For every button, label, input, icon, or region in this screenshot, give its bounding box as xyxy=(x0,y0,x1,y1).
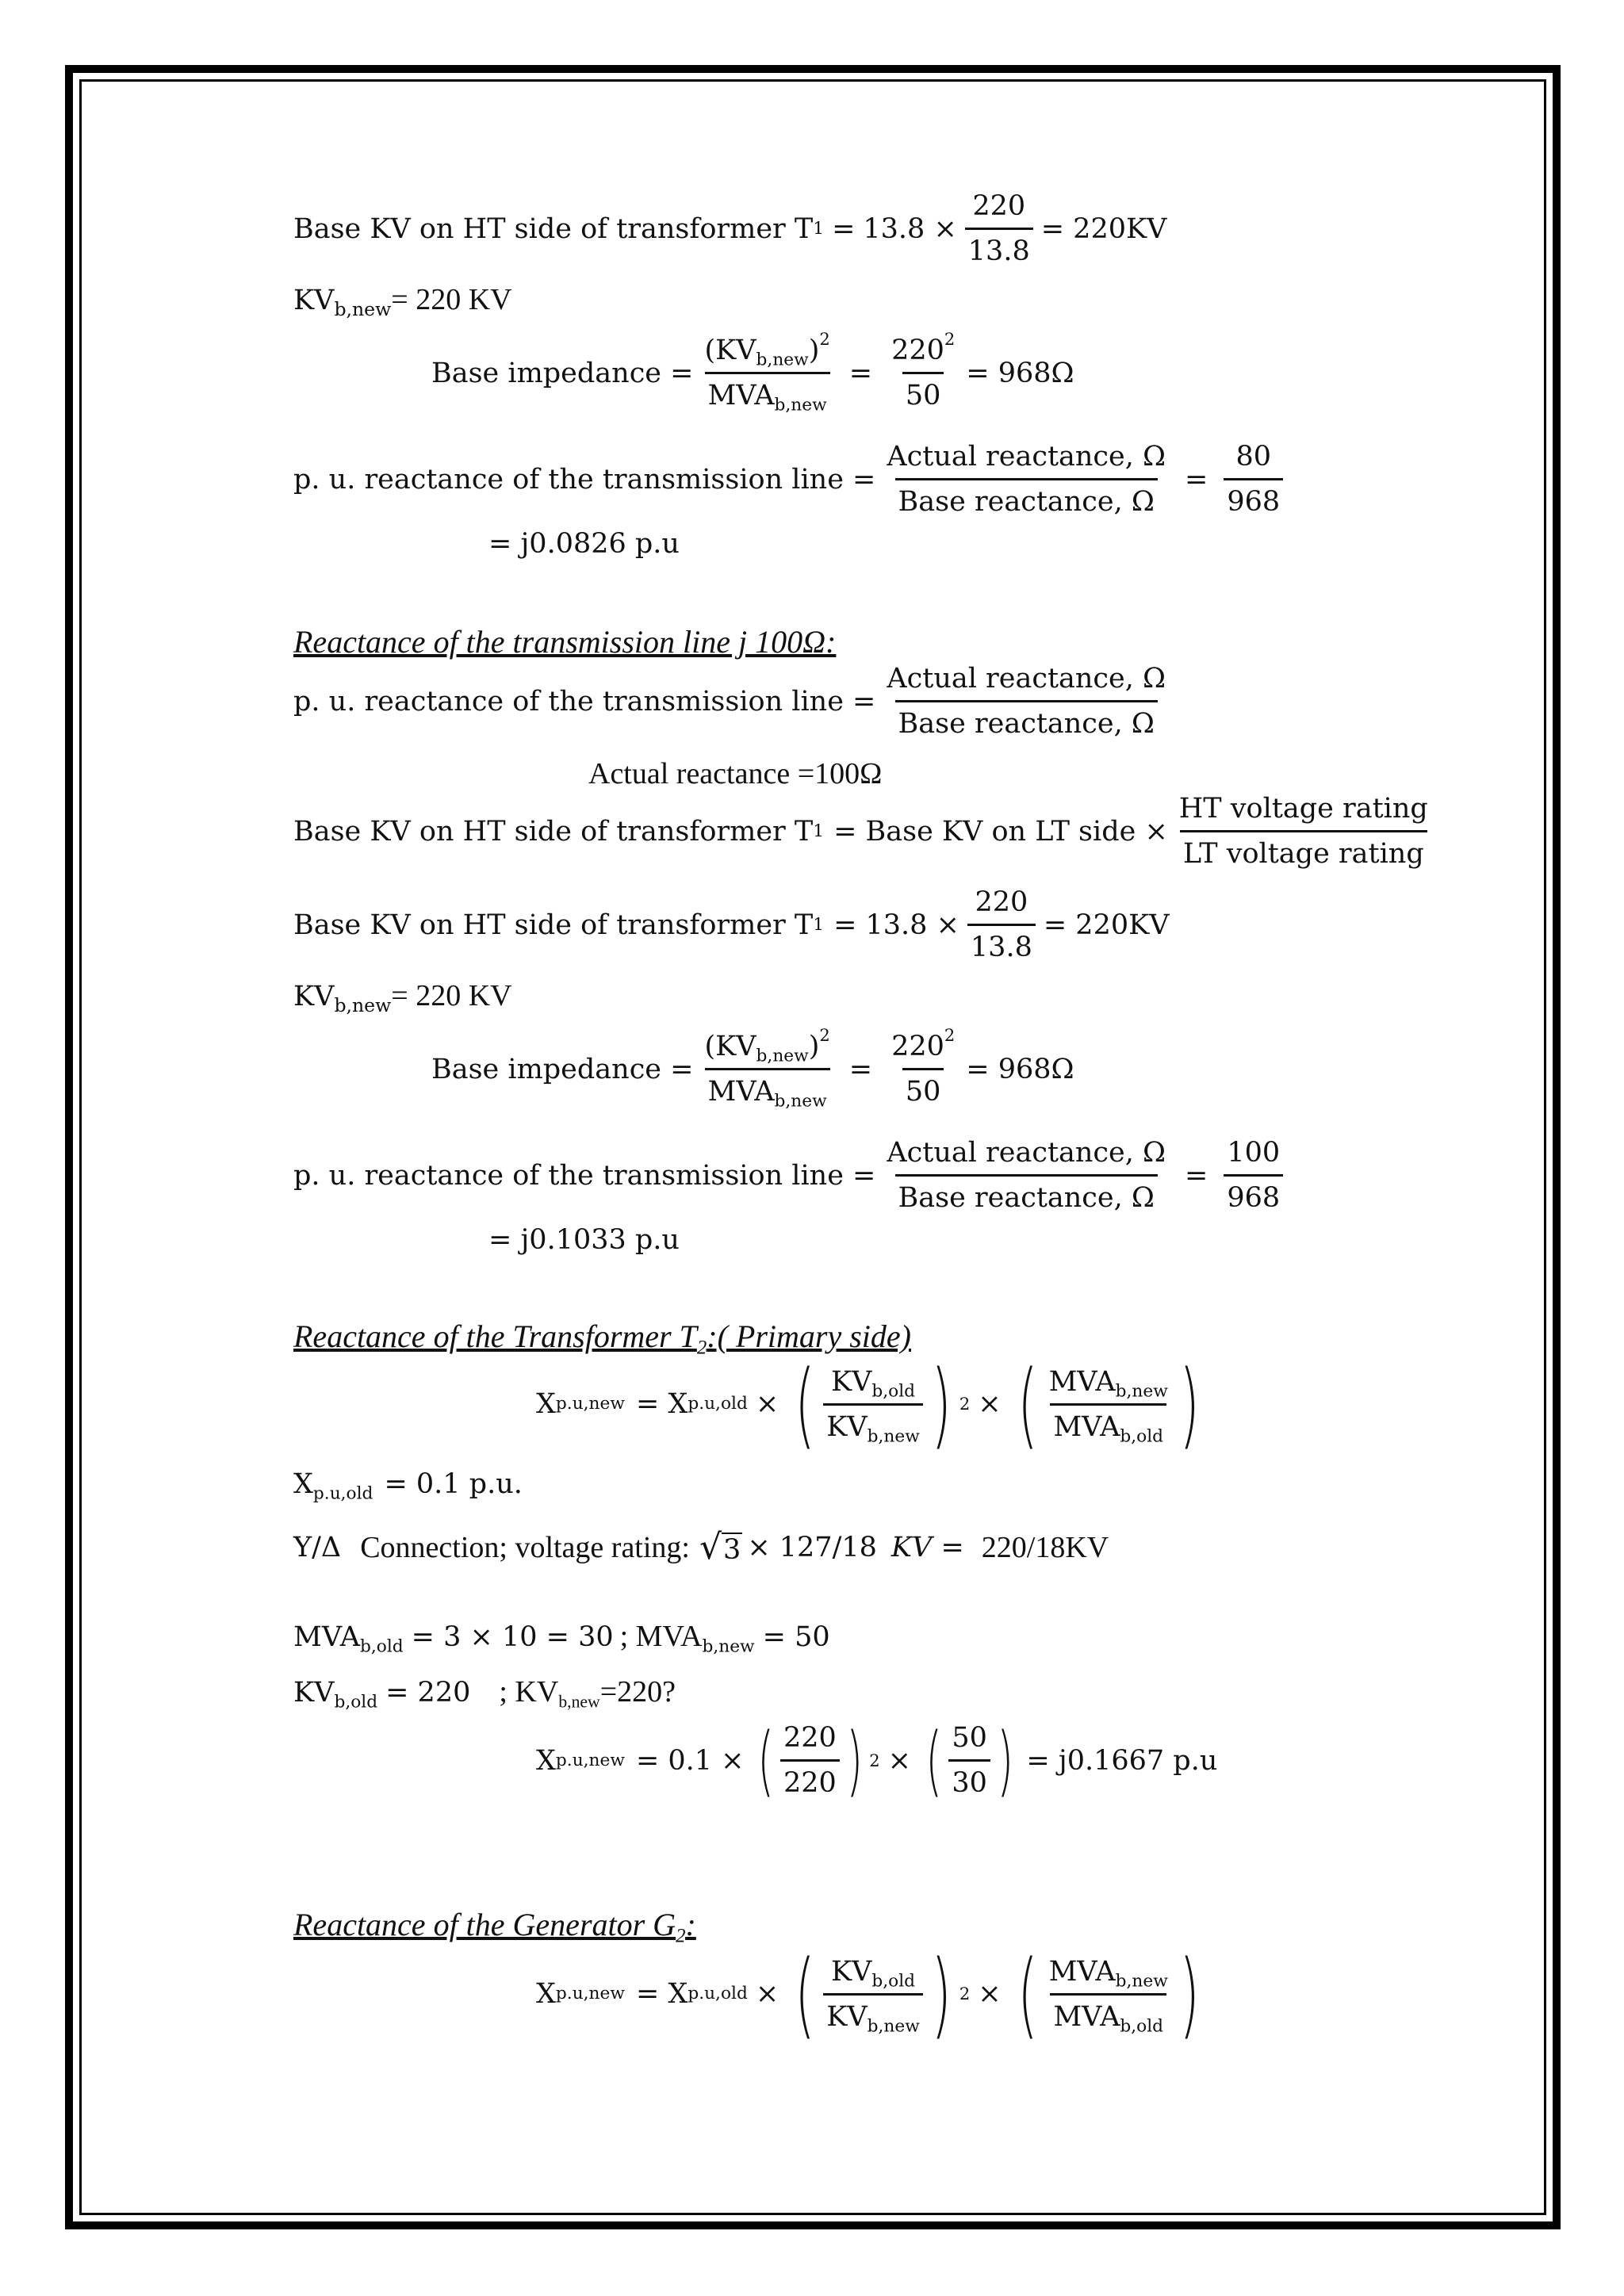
kv-base-line xyxy=(293,1674,676,1712)
kv-symbol: KV xyxy=(830,1955,872,1988)
subscript: b,new xyxy=(334,994,392,1017)
kv-value: = 220 KV xyxy=(391,283,512,316)
fraction xyxy=(883,1137,1169,1214)
subscript: b,old xyxy=(1120,2016,1164,2037)
numerator xyxy=(828,1366,918,1403)
denominator: 50 xyxy=(902,372,944,411)
xpu-formula-g2: X p.u,new = X p.u,old × ( $\frac{KV_{b,old}}{KV_{b,new}}$ ) 2 × ( $\frac{MVA_{b,new}}{MVA_{b,old}}$ ) xyxy=(536,1947,1208,2041)
left-paren: ( xyxy=(1017,1349,1038,1459)
subscript: b,old xyxy=(1120,1426,1164,1447)
fraction xyxy=(888,1026,958,1108)
left-paren: ( xyxy=(756,1716,774,1805)
kv-symbol: (KV xyxy=(704,1031,756,1062)
mva-base-line xyxy=(293,1619,830,1657)
kv-symbol: KV xyxy=(293,285,335,316)
numerator xyxy=(701,1026,833,1068)
right-paren: ) xyxy=(997,1716,1013,1805)
denominator: 220 xyxy=(780,1759,840,1799)
fraction xyxy=(1176,793,1431,870)
subscript: b,old xyxy=(334,1692,378,1712)
subscript: b,new xyxy=(774,395,827,415)
heading-transformer-t2 xyxy=(293,1318,911,1359)
heading-generator-g2 xyxy=(293,1906,696,1947)
denominator: 30 xyxy=(948,1759,990,1799)
subscript: b,new xyxy=(1115,1381,1168,1402)
result: = 968Ω xyxy=(966,1053,1074,1085)
value: = 220 xyxy=(385,1677,471,1709)
fraction xyxy=(780,1722,840,1799)
kv-equals: KV = xyxy=(891,1531,964,1563)
pu-reactance-equation-2 xyxy=(293,663,1177,740)
x-pu-old-line xyxy=(293,1468,523,1504)
value: =220? xyxy=(599,1675,676,1709)
pu-reactance-result-2: = j0.1033 p.u xyxy=(488,1224,680,1256)
connection-text: Connection; voltage rating: xyxy=(360,1530,690,1564)
numerator: Actual reactance, Ω xyxy=(887,441,1166,473)
left-paren: ( xyxy=(1017,1939,1038,2049)
denominator: 13.8 xyxy=(965,228,1033,267)
subscript: 2 xyxy=(696,1337,707,1359)
subscript: b,old xyxy=(871,1971,916,1992)
sqrt-sign: √ xyxy=(699,1527,722,1567)
kv-symbol: KV xyxy=(826,2000,868,2033)
right-paren: ) xyxy=(846,1716,863,1805)
fraction xyxy=(967,886,1036,963)
xpu-formula-t2: X p.u,new = X p.u,old × ( $\frac{KV_{b,old}}{KV_{b,new}}$ ) 2 × ( $\frac{MVA_{b,new}}{MVA_{b,old}}$ ) xyxy=(536,1357,1208,1451)
fraction xyxy=(1224,1137,1283,1214)
left-paren: ( xyxy=(925,1716,942,1805)
left-paren: ( xyxy=(795,1939,815,2049)
numerator: 220 xyxy=(975,886,1028,918)
mva-symbol: MVA xyxy=(707,380,775,411)
separator: ; MVA xyxy=(619,1620,703,1653)
denominator: Base reactance, Ω xyxy=(895,700,1158,740)
denominator: LT voltage rating xyxy=(1180,830,1427,870)
subscript: p.u,old xyxy=(312,1483,373,1504)
subscript: b,old xyxy=(871,1381,916,1402)
subscript: b,new xyxy=(334,298,392,321)
voltage-rating: 220/18KV xyxy=(981,1530,1109,1564)
value: = 3 × 10 = 30 xyxy=(411,1621,614,1653)
mva-ratio-group xyxy=(919,1716,1020,1805)
heading-transmission-line-100: Reactance of the transmission line j 100Ω: xyxy=(293,624,837,660)
equals: = xyxy=(848,1053,873,1085)
subscript: b,new xyxy=(702,1636,755,1657)
mva-symbol: MVA xyxy=(1053,2000,1120,2033)
denominator xyxy=(705,1068,830,1112)
base-kv-formula: Base KV on HT side of transformer T 1 = Base KV on LT side × $\frac{\text{HT voltage rating}}{\text{LT voltage rating}}$ xyxy=(293,793,1439,870)
right-paren: ) xyxy=(931,1349,952,1459)
numerator xyxy=(828,1956,918,1993)
numerator: HT voltage rating xyxy=(1178,793,1428,825)
right-paren: ) xyxy=(1179,1939,1200,2049)
heading-text: : xyxy=(685,1907,696,1942)
subscript: b,new xyxy=(867,1426,920,1447)
pu-reactance-label: p. u. reactance of the transmission line = xyxy=(293,1159,876,1192)
fraction xyxy=(823,1365,923,1447)
kv-symbol: (KV xyxy=(704,335,756,366)
actual-reactance: Actual reactance =100Ω xyxy=(588,757,883,790)
result: = 220KV xyxy=(1040,212,1167,245)
numerator: 50 xyxy=(952,1722,987,1754)
kv-symbol: KV xyxy=(293,981,335,1012)
mva-symbol: MVA xyxy=(293,1621,361,1653)
pu-reactance-equation-3 xyxy=(293,1137,1291,1214)
kv-ratio-group: ( $\frac{KV_{b,old}}{KV_{b,new}}$ ) 2 xyxy=(795,1349,971,1459)
fraction xyxy=(883,441,1169,518)
denominator: 50 xyxy=(902,1068,944,1108)
base-impedance-equation-2 xyxy=(431,1026,1074,1112)
connection-line xyxy=(293,1527,1109,1567)
denominator: Base reactance, Ω xyxy=(895,478,1158,518)
fraction xyxy=(823,1955,923,2037)
right-paren: ) xyxy=(1179,1349,1200,1459)
superscript: 2 xyxy=(819,330,830,350)
subscript: b,new xyxy=(756,1046,809,1066)
base-impedance-label: Base impedance = xyxy=(431,1053,694,1085)
numerator: 220 xyxy=(972,190,1026,222)
kv-symbol: KV xyxy=(826,1410,868,1443)
kv-symbol: KV xyxy=(830,1365,872,1398)
value: = 50 xyxy=(762,1621,830,1653)
result: = j0.1667 p.u xyxy=(1026,1744,1218,1777)
fraction xyxy=(1046,1955,1171,2037)
value: 220 xyxy=(891,335,944,366)
denominator xyxy=(1050,1403,1166,1447)
subscript: b,new xyxy=(756,350,809,370)
denominator xyxy=(823,1403,923,1447)
base-impedance-label: Base impedance = xyxy=(431,357,694,389)
subscript: b,new xyxy=(774,1091,827,1112)
sqrt-expression xyxy=(699,1527,742,1567)
fraction xyxy=(1224,441,1283,518)
result: = 968Ω xyxy=(966,357,1074,389)
kv-ratio-group: ( $\frac{KV_{b,old}}{KV_{b,new}}$ ) 2 xyxy=(795,1939,971,2049)
value: 220 xyxy=(891,1031,944,1062)
connection-symbol: Y/Δ xyxy=(293,1531,342,1563)
base-impedance-equation-1 xyxy=(431,330,1074,415)
base-kv-factor: 13.8 × xyxy=(863,212,957,245)
times: × xyxy=(978,1388,1002,1420)
heading-text: Reactance of the Transformer T xyxy=(293,1318,697,1354)
pu-reactance-equation-1 xyxy=(293,441,1291,518)
x-symbol: X xyxy=(536,1388,556,1420)
mva-symbol: MVA xyxy=(707,1076,775,1108)
superscript: 2 xyxy=(944,330,956,350)
subscript: 2 xyxy=(676,1925,686,1947)
fraction xyxy=(1046,1365,1171,1447)
numerator xyxy=(1046,1956,1171,1993)
base-kv-equation-2: Base KV on HT side of transformer T 1 = 13.8 × $\frac{220}{13.8}$ = 220KV xyxy=(293,886,1170,963)
fraction xyxy=(701,330,833,415)
numerator xyxy=(1046,1366,1171,1403)
base-kv-lt-side: = Base KV on LT side × xyxy=(833,815,1168,848)
subscript: b,new xyxy=(1115,1971,1168,1992)
kv-b-new-line-1 xyxy=(293,282,512,321)
kv-value: = 220 KV xyxy=(391,979,512,1012)
numerator: Actual reactance, Ω xyxy=(887,1137,1166,1169)
x-symbol: X xyxy=(293,1468,313,1500)
times: × xyxy=(978,1978,1002,2010)
kv-ratio-group: ( $\frac{220}{220}$ ) 2 xyxy=(756,1716,880,1805)
right-paren: ) xyxy=(931,1939,952,2049)
numerator xyxy=(888,330,958,372)
paren: ) xyxy=(808,335,820,366)
fraction xyxy=(965,190,1033,267)
heading-text: :( Primary side) xyxy=(707,1318,911,1354)
kv-b-new-line-2 xyxy=(293,978,512,1017)
mva-ratio-group xyxy=(1009,1939,1208,2049)
base-kv-label: Base KV on HT side of transformer T xyxy=(293,212,814,245)
heading-text: Reactance of the Generator G xyxy=(293,1907,676,1942)
denominator xyxy=(823,1993,923,2037)
result: = 220KV xyxy=(1043,909,1170,941)
equals: = xyxy=(1185,463,1208,496)
superscript: 2 xyxy=(819,1026,830,1046)
calc-factor: = 0.1 × xyxy=(635,1744,745,1777)
superscript: 2 xyxy=(944,1026,956,1046)
paren: ) xyxy=(808,1031,820,1062)
mva-ratio-group xyxy=(1009,1349,1208,1459)
kv-symbol: KV xyxy=(293,1677,335,1709)
numerator xyxy=(701,330,833,372)
equals: = xyxy=(1185,1159,1208,1192)
fraction xyxy=(888,330,958,411)
mva-symbol: MVA xyxy=(1048,1955,1116,1988)
times: × xyxy=(755,1388,779,1420)
fraction xyxy=(883,663,1169,740)
denominator: 968 xyxy=(1224,478,1283,518)
xpu-calculation-t2: X p.u,new = 0.1 × ( $\frac{220}{220}$ ) 2 × ( $\frac{50}{30}$ ) = j0.1667 p.u xyxy=(536,1716,1218,1805)
x-symbol: X xyxy=(536,1744,556,1777)
equals-x: = X xyxy=(635,1388,688,1420)
left-paren: ( xyxy=(795,1349,815,1459)
numerator: 220 xyxy=(783,1722,837,1754)
times: × xyxy=(887,1744,911,1777)
denominator: Base reactance, Ω xyxy=(895,1174,1158,1214)
subscript: b,old xyxy=(360,1636,404,1657)
denominator: 13.8 xyxy=(967,924,1036,963)
value: = 0.1 p.u. xyxy=(384,1468,523,1500)
sqrt-value: 3 xyxy=(723,1534,741,1566)
subscript: b,new xyxy=(867,2016,920,2037)
base-kv-label: Base KV on HT side of transformer T xyxy=(293,815,814,848)
pu-reactance-label: p. u. reactance of the transmission line = xyxy=(293,463,876,496)
base-kv-factor: = 13.8 × xyxy=(833,909,959,941)
fraction xyxy=(701,1026,833,1112)
numerator: Actual reactance, Ω xyxy=(887,663,1166,695)
base-kv-equation-1: Base KV on HT side of transformer T 1 = 13.8 × $\frac{220}{13.8}$ = 220KV xyxy=(293,190,1167,267)
mva-symbol: MVA xyxy=(1053,1410,1120,1443)
subscript: b,new xyxy=(558,1692,600,1712)
equals: = xyxy=(848,357,873,389)
times: × xyxy=(755,1978,779,2010)
denominator xyxy=(705,372,830,415)
denominator xyxy=(1050,1993,1166,2037)
pu-reactance-result-1: = j0.0826 p.u xyxy=(488,528,680,560)
x-symbol: X xyxy=(536,1978,556,2010)
numerator: 80 xyxy=(1235,441,1272,473)
connection-math: × 127/18 xyxy=(747,1531,877,1563)
separator: ; KV xyxy=(499,1675,559,1709)
numerator: 100 xyxy=(1227,1137,1281,1169)
mva-symbol: MVA xyxy=(1048,1365,1116,1398)
fraction xyxy=(948,1722,990,1799)
denominator: 968 xyxy=(1224,1174,1283,1214)
numerator xyxy=(888,1026,958,1068)
pu-reactance-label: p. u. reactance of the transmission line = xyxy=(293,685,876,718)
equals-x: = X xyxy=(635,1978,688,2010)
equals: = xyxy=(832,212,856,245)
base-kv-label: Base KV on HT side of transformer T xyxy=(293,909,814,941)
